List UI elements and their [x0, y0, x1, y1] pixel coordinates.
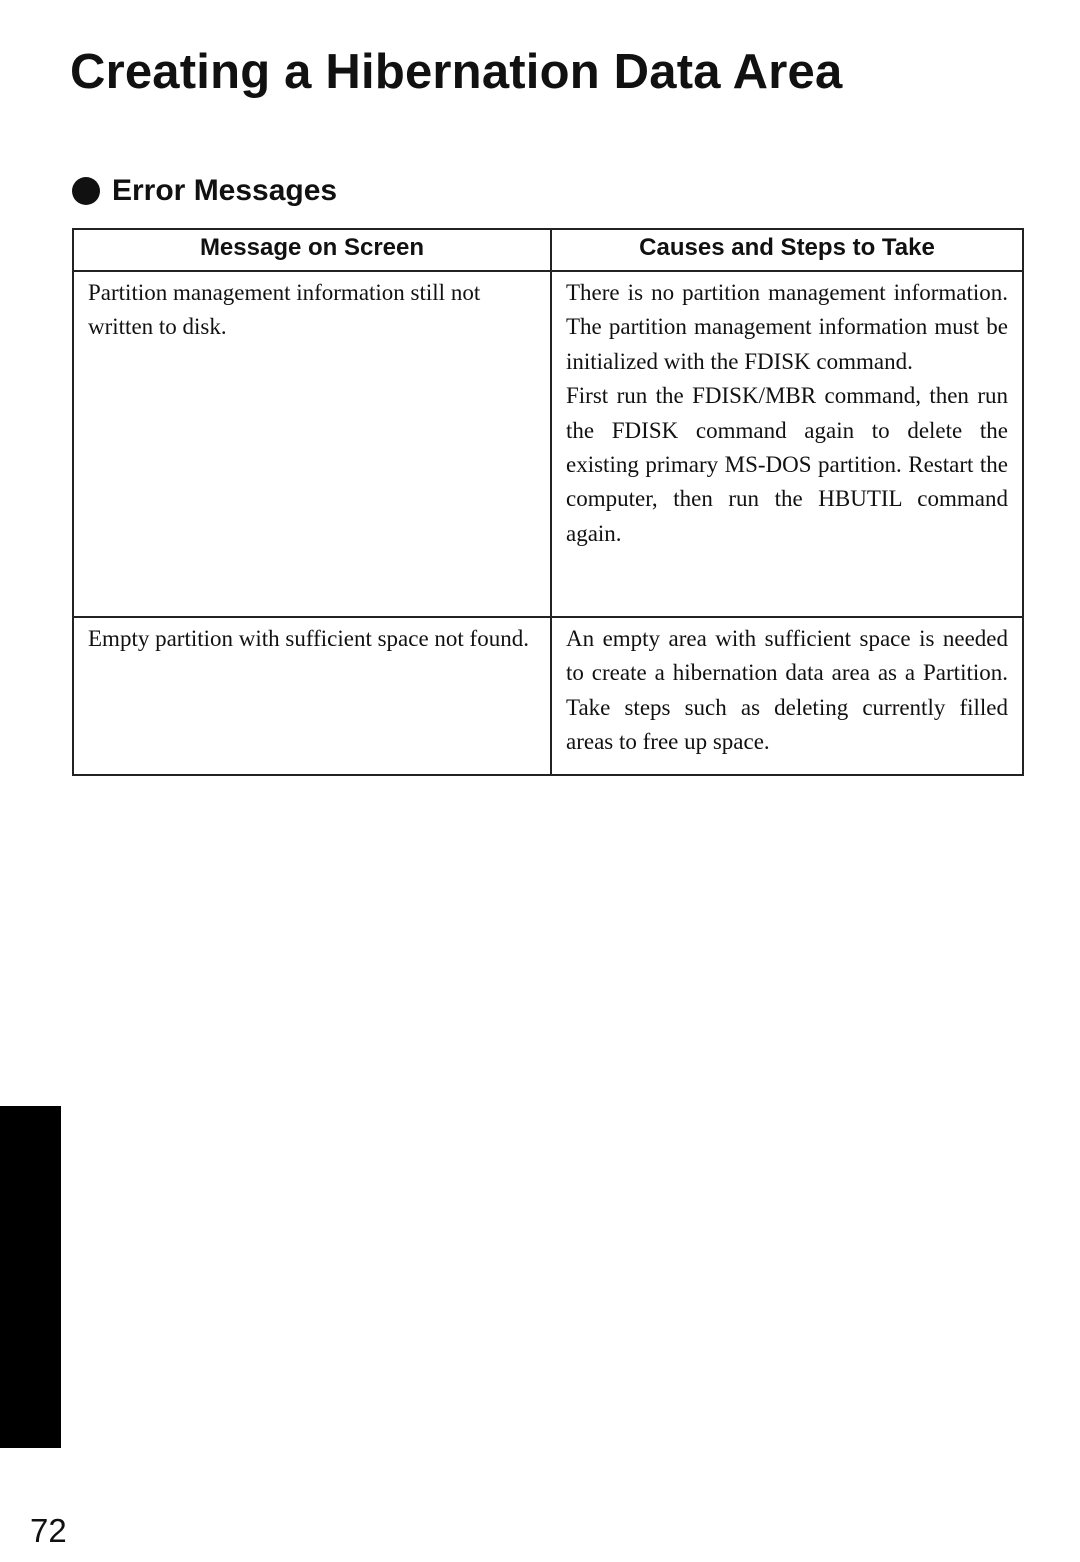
error-messages-table: [72, 228, 1024, 776]
column-header-message: Message on Screen: [73, 229, 551, 271]
table-row: [73, 617, 1023, 775]
section-heading: [72, 174, 337, 208]
message-text: Empty partition with sufficient space not found.: [88, 626, 529, 651]
steps-text: First run the FDISK/MBR command, then run the FDISK command again to delete the existing primary MS-DOS partition. Restart the computer, then run the HBUTIL command again.: [566, 383, 1008, 546]
cause-text: An empty area with sufficient space is needed to create a hibernation data area as a Partition. Take steps such as deleting currently filled areas to free up space.: [566, 626, 1008, 755]
page-title: Creating a Hibernation Data Area: [70, 45, 843, 99]
causes-cell: [551, 271, 1023, 617]
message-cell: [73, 271, 551, 617]
section-heading-text: Error Messages: [112, 174, 338, 207]
causes-cell: [551, 617, 1023, 775]
table-header-row: [73, 229, 1023, 271]
table-row: [73, 271, 1023, 617]
chapter-tab-marker: [0, 1106, 61, 1448]
message-cell: [73, 617, 551, 775]
column-header-causes: Causes and Steps to Take: [551, 229, 1023, 271]
bullet-icon: [72, 177, 100, 205]
message-text: Partition management information still not written to disk.: [88, 280, 481, 340]
page-number: 72: [30, 1512, 67, 1549]
cause-text: There is no partition management information. The partition management information must be initialized with the FDISK command.: [566, 280, 1008, 374]
